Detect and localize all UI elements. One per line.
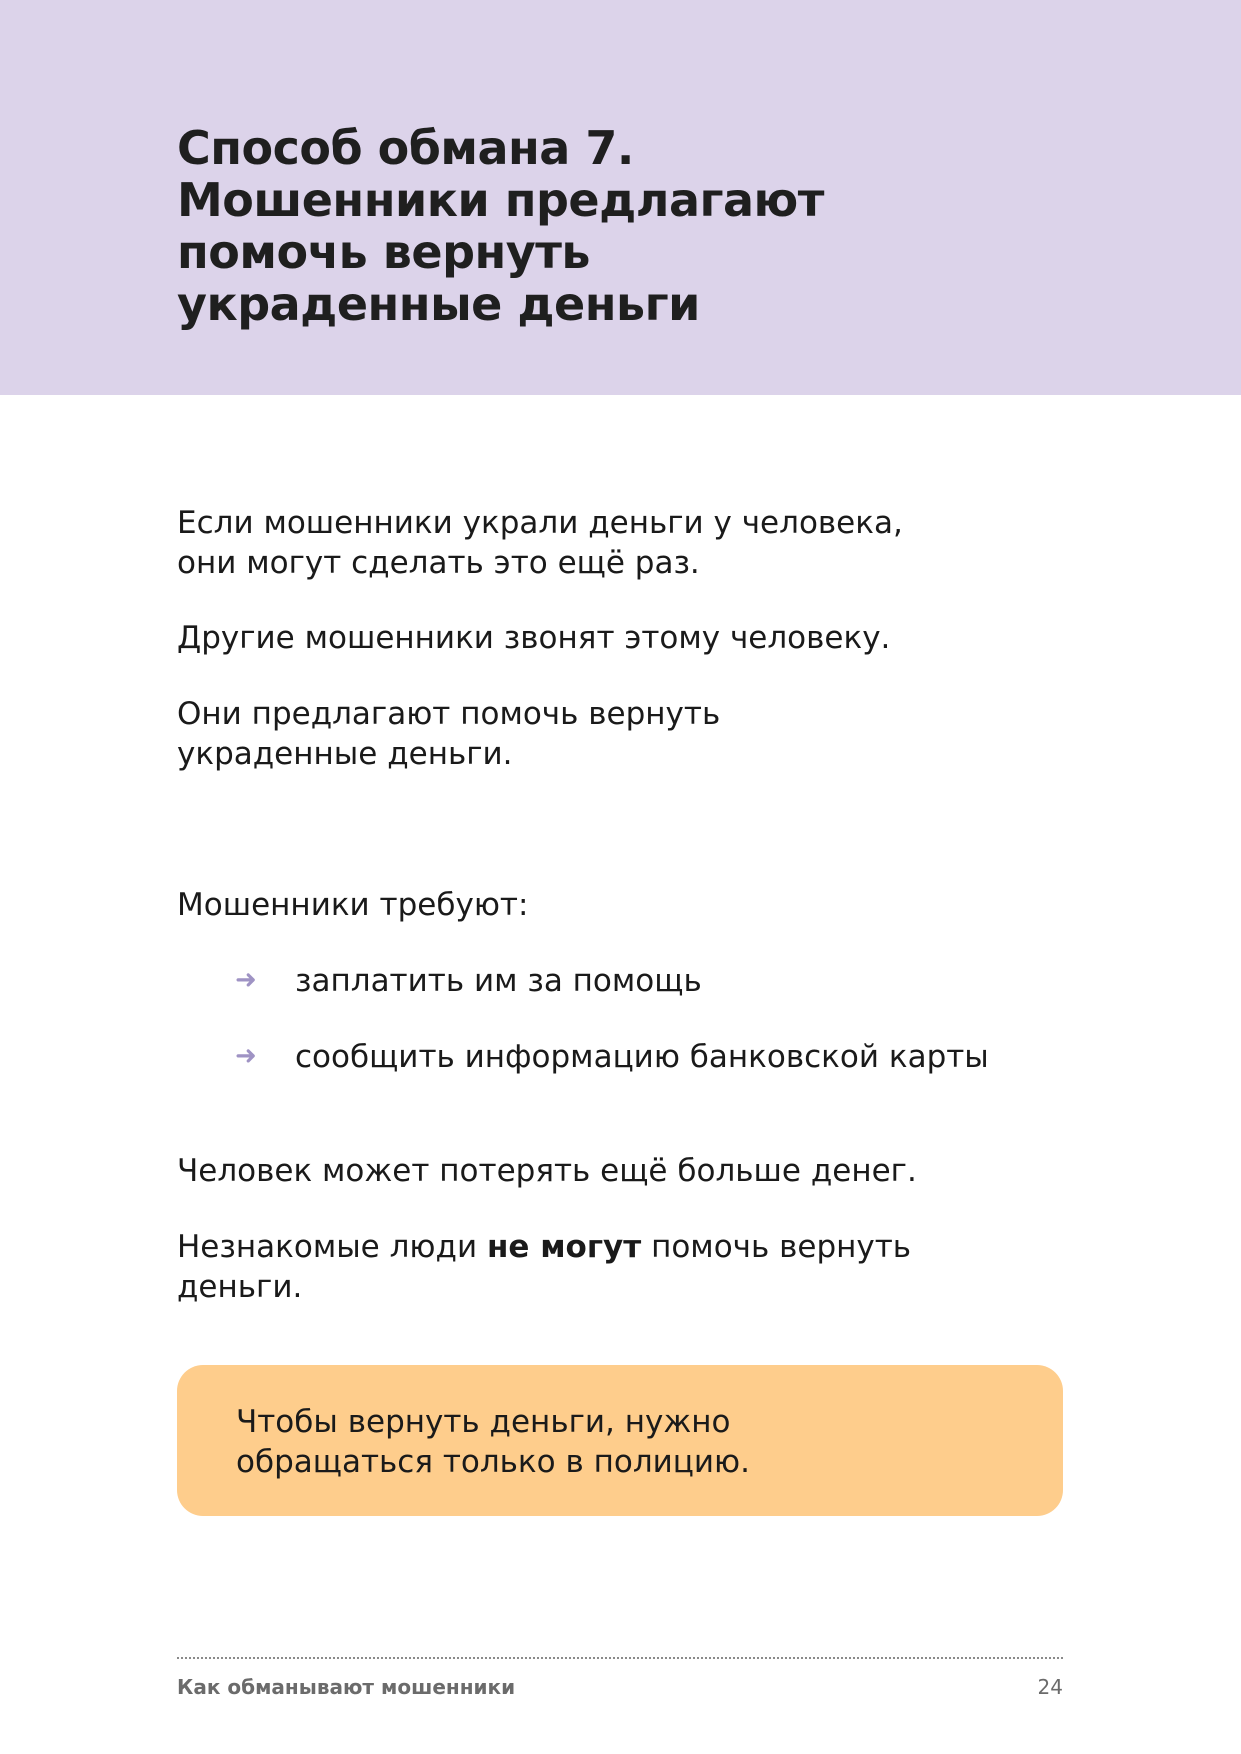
arrow-right-icon: ➜ <box>235 1041 257 1071</box>
paragraph-line: Человек может потерять ещё больше денег. <box>177 1153 917 1189</box>
paragraph-line: Они предлагают помочь вернуть <box>177 696 721 732</box>
paragraph-other-scammers-call <box>177 618 1077 658</box>
list-item <box>235 1037 1135 1113</box>
paragraph-offer-help <box>177 694 1077 774</box>
arrow-right-icon: ➜ <box>235 965 257 995</box>
text-run: помочь вернуть <box>641 1229 912 1265</box>
page-title-line: помочь вернуть <box>177 225 591 279</box>
paragraph-line: они могут сделать это ещё раз. <box>177 545 700 581</box>
paragraph-line: деньги. <box>177 1269 303 1305</box>
paragraph-line <box>177 1227 1077 1267</box>
paragraph-line: Другие мошенники звонят этому человеку. <box>177 620 891 656</box>
demands-list <box>235 961 1135 1113</box>
paragraph-lose-more <box>177 1151 1077 1191</box>
paragraph-line: Мошенники требуют: <box>177 887 529 923</box>
note-line: обращаться только в полицию. <box>236 1444 750 1480</box>
page-title <box>177 122 1077 330</box>
page-title-line: украденные деньги <box>177 277 700 331</box>
page-number: 24 <box>1037 1675 1063 1699</box>
footer-title: Как обманывают мошенники <box>177 1675 516 1699</box>
footer-divider <box>177 1657 1063 1659</box>
paragraph-line: Если мошенники украли деньги у человека, <box>177 505 903 541</box>
note-line: Чтобы вернуть деньги, нужно <box>236 1404 731 1440</box>
page-title-line: Способ обмана 7. <box>177 121 634 175</box>
police-note-box <box>177 1365 1063 1516</box>
list-item-label: сообщить информацию банковской карты <box>295 1039 989 1075</box>
text-run: Незнакомые люди <box>177 1229 487 1265</box>
police-note-text <box>236 1402 750 1482</box>
paragraph-line: украденные деньги. <box>177 736 513 772</box>
emphasis-text: не могут <box>486 1229 642 1265</box>
paragraph-scammers-demand <box>177 885 1077 925</box>
list-item-label: заплатить им за помощь <box>295 963 702 999</box>
paragraph-stolen-again <box>177 503 1077 583</box>
page-title-line: Мошенники предлагают <box>177 173 824 227</box>
paragraph-strangers-cannot-help <box>177 1227 1077 1307</box>
list-item <box>235 961 1135 1037</box>
